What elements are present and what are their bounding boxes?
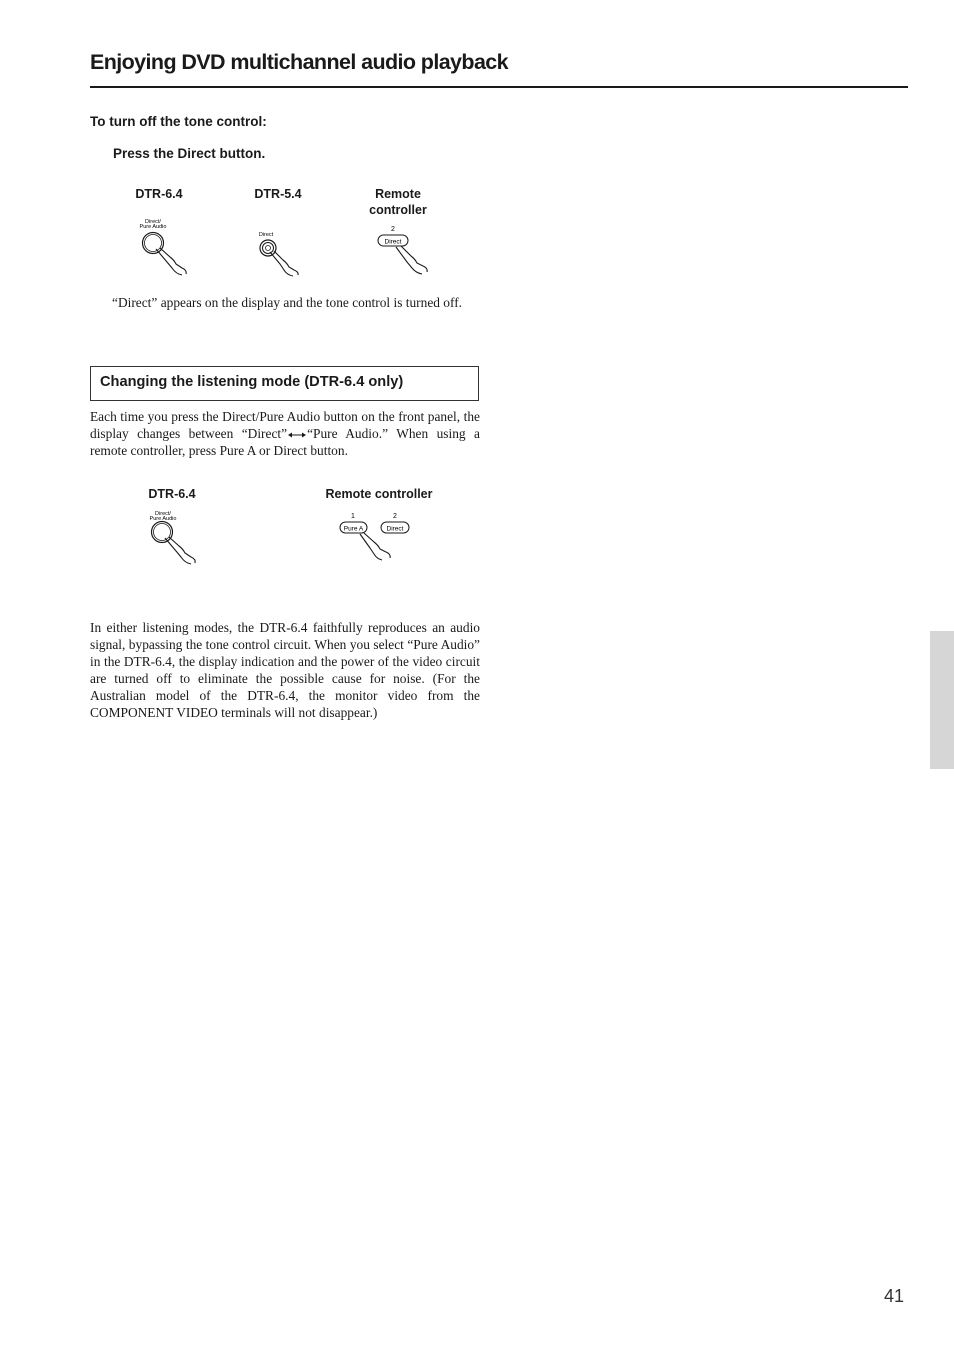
figure-label-remote <box>352 186 444 218</box>
double-arrow-icon <box>287 431 307 439</box>
pointing-hand-icon <box>165 537 195 564</box>
remote-key-text: Direct <box>384 238 402 246</box>
figure-label-remote-2: Remote controller <box>325 487 433 501</box>
dtr54-direct-button-illustration <box>252 224 314 278</box>
figure-label-dtr54: DTR-5.4 <box>254 187 302 201</box>
title-rule <box>90 86 908 88</box>
tone-subtitle: To turn off the tone control: <box>90 114 267 129</box>
page-title: Enjoying DVD multichannel audio playback <box>90 50 509 74</box>
tone-step: Press the Direct button. <box>113 146 266 161</box>
remote-pure-direct-keys-illustration <box>334 508 418 564</box>
figure-label-remote-line1: Remote <box>375 187 421 201</box>
dtr64-button-text-2b: Pure Audio <box>149 516 177 522</box>
remote-key2-number: 2 <box>393 513 397 520</box>
section-title: Changing the listening mode (DTR-6.4 only) <box>100 374 404 390</box>
page-number: 41 <box>884 1286 905 1306</box>
tone-result-text: “Direct” appears on the display and the tone control is turned off. <box>112 295 463 310</box>
listening-intro-part2: “Pure Audio.” When using a remote controller, press Pure A or Direct button. <box>90 426 480 458</box>
remote-direct-key-illustration <box>372 222 442 278</box>
listening-detail-text: In either listening modes, the DTR-6.4 faithfully reproduces an audio signal, bypassing the tone control circuit. When you select “Pure Audio” in the DTR-6.4, the display indication and the power of the video circuit are turned off to eliminate the possible cause for noise. (For the Australian model of the DTR-6.4, the monitor video from the COMPONENT VIDEO terminals will not disappear.) <box>90 620 480 720</box>
listening-intro-text <box>90 408 480 459</box>
dtr64-button-text-2: Pure Audio <box>139 224 167 230</box>
figure-label-dtr64: DTR-6.4 <box>135 187 183 201</box>
remote-key1-number: 1 <box>351 513 355 520</box>
side-tab <box>930 631 954 769</box>
dtr64-button-text-1: Direct/ <box>145 219 161 225</box>
pointing-hand-icon <box>396 246 427 274</box>
pointing-hand-icon <box>270 251 298 276</box>
remote-key2-text: Direct <box>386 525 404 533</box>
dtr64-pure-audio-button-illustration <box>140 506 210 570</box>
remote-key-number: 2 <box>391 226 395 233</box>
dtr64-direct-button-illustration <box>130 214 200 278</box>
listening-intro-part1: Each time you press the Direct/Pure Audio button on the front panel, the display changes between “Direct” <box>90 409 480 441</box>
dtr54-button-text: Direct <box>258 232 274 238</box>
pointing-hand-icon <box>156 248 186 275</box>
remote-key1-text: Pure A <box>343 525 364 533</box>
dtr64-button-text-1b: Direct/ <box>155 511 171 517</box>
figure-label-remote-line2: controller <box>369 203 427 217</box>
pointing-hand-icon <box>360 533 390 560</box>
figure-label-dtr64-2: DTR-6.4 <box>148 487 196 501</box>
